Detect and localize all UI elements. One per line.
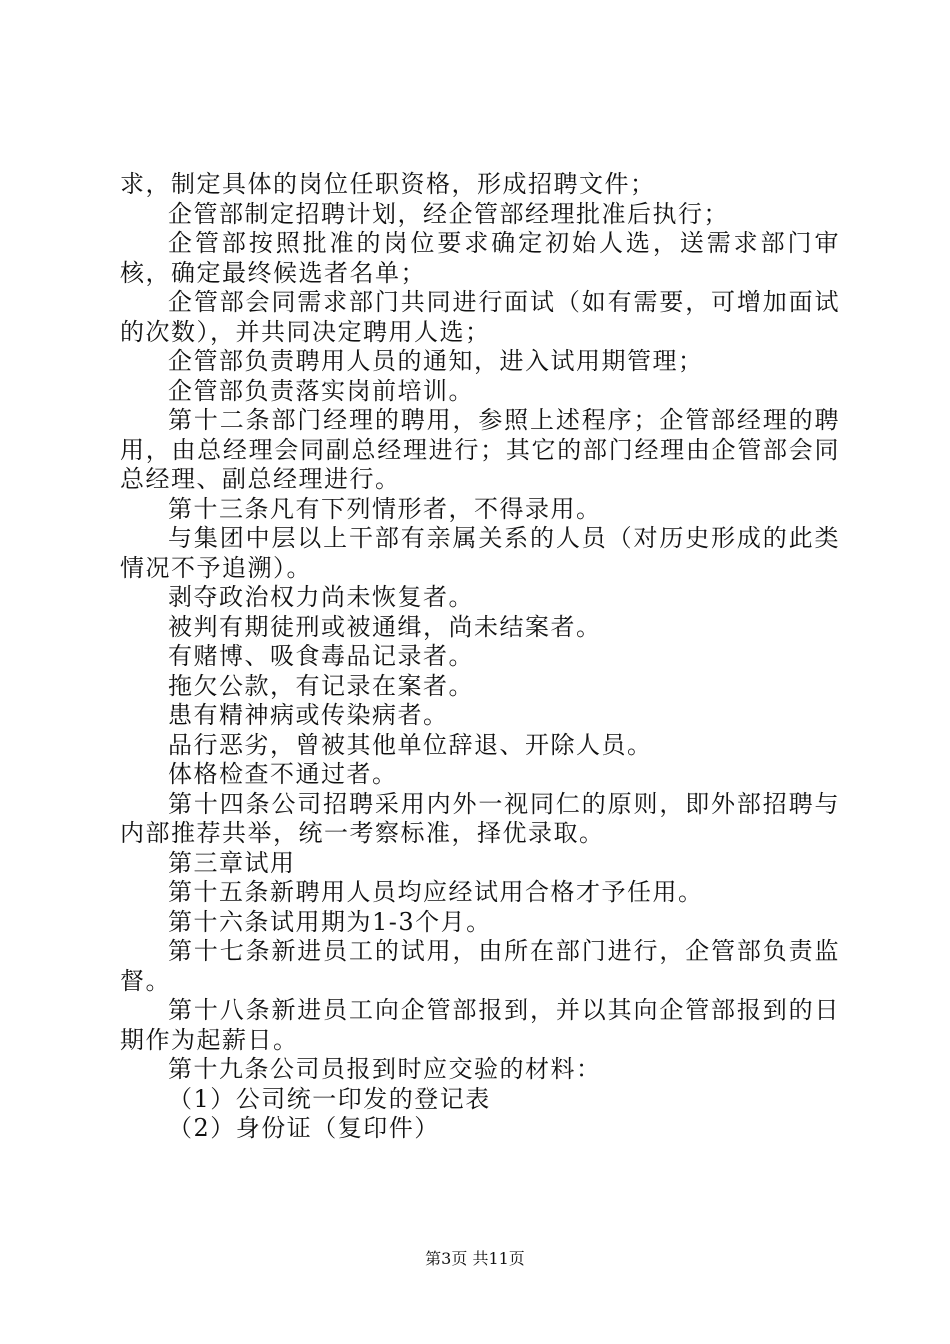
article-19: 第十九条公司员报到时应交验的材料：	[168, 1055, 602, 1083]
article-17: 第十七条新进员工的试用，由所在部门进行，企管部负责监督。	[120, 937, 840, 995]
article-18: 第十八条新进员工向企管部报到，并以其向企管部报到的日期作为起薪日。	[120, 996, 840, 1054]
list-item: 有赌博、吸食毒品记录者。	[168, 642, 474, 670]
paragraph-continuation: 求，制定具体的岗位任职资格，形成招聘文件；	[120, 170, 656, 198]
page-footer	[0, 1246, 950, 1269]
paragraph: 企管部负责聘用人员的通知，进入试用期管理；	[168, 347, 704, 375]
list-item: （1）公司统一印发的登记表	[168, 1084, 491, 1113]
chapter-heading: 第三章试用	[168, 848, 296, 877]
paragraph: 企管部会同需求部门共同进行面试（如有需要，可增加面试的次数），并共同决定聘用人选；	[120, 288, 840, 346]
list-item: 拖欠公款，有记录在案者。	[168, 671, 474, 700]
article-16: 第十六条试用期为1-3个月。	[168, 907, 492, 936]
article-15: 第十五条新聘用人员均应经试用合格才予任用。	[168, 878, 704, 906]
article-12: 第十二条部门经理的聘用，参照上述程序；企管部经理的聘用，由总经理会同副总经理进行；其它的部门经理由企管部会同总经理、副总经理进行。	[120, 406, 840, 493]
list-item: 患有精神病或传染病者。	[168, 701, 449, 729]
list-item: 被判有期徒刑或被通缉，尚未结案者。	[168, 612, 602, 641]
list-item: 体格检查不通过者。	[168, 760, 398, 788]
list-item: 与集团中层以上干部有亲属关系的人员（对历史形成的此类情况不予追溯）。	[120, 524, 840, 582]
list-item: （2）身份证（复印件）	[168, 1114, 440, 1142]
document-body	[120, 170, 840, 1144]
paragraph: 企管部按照批准的岗位要求确定初始人选，送需求部门审核，确定最终候选者名单；	[120, 229, 840, 287]
article-14: 第十四条公司招聘采用内外一视同仁的原则，即外部招聘与内部推荐共举，统一考察标准，择优录取。	[120, 789, 840, 847]
paragraph: 企管部负责落实岗前培训。	[168, 376, 474, 405]
page-number: 第3页 共11页	[425, 1249, 525, 1268]
paragraph: 企管部制定招聘计划，经企管部经理批准后执行；	[168, 199, 729, 228]
article-13: 第十三条凡有下列情形者，不得录用。	[168, 494, 602, 523]
list-item: 剥夺政治权力尚未恢复者。	[168, 583, 474, 611]
list-item: 品行恶劣，曾被其他单位辞退、开除人员。	[168, 730, 653, 759]
